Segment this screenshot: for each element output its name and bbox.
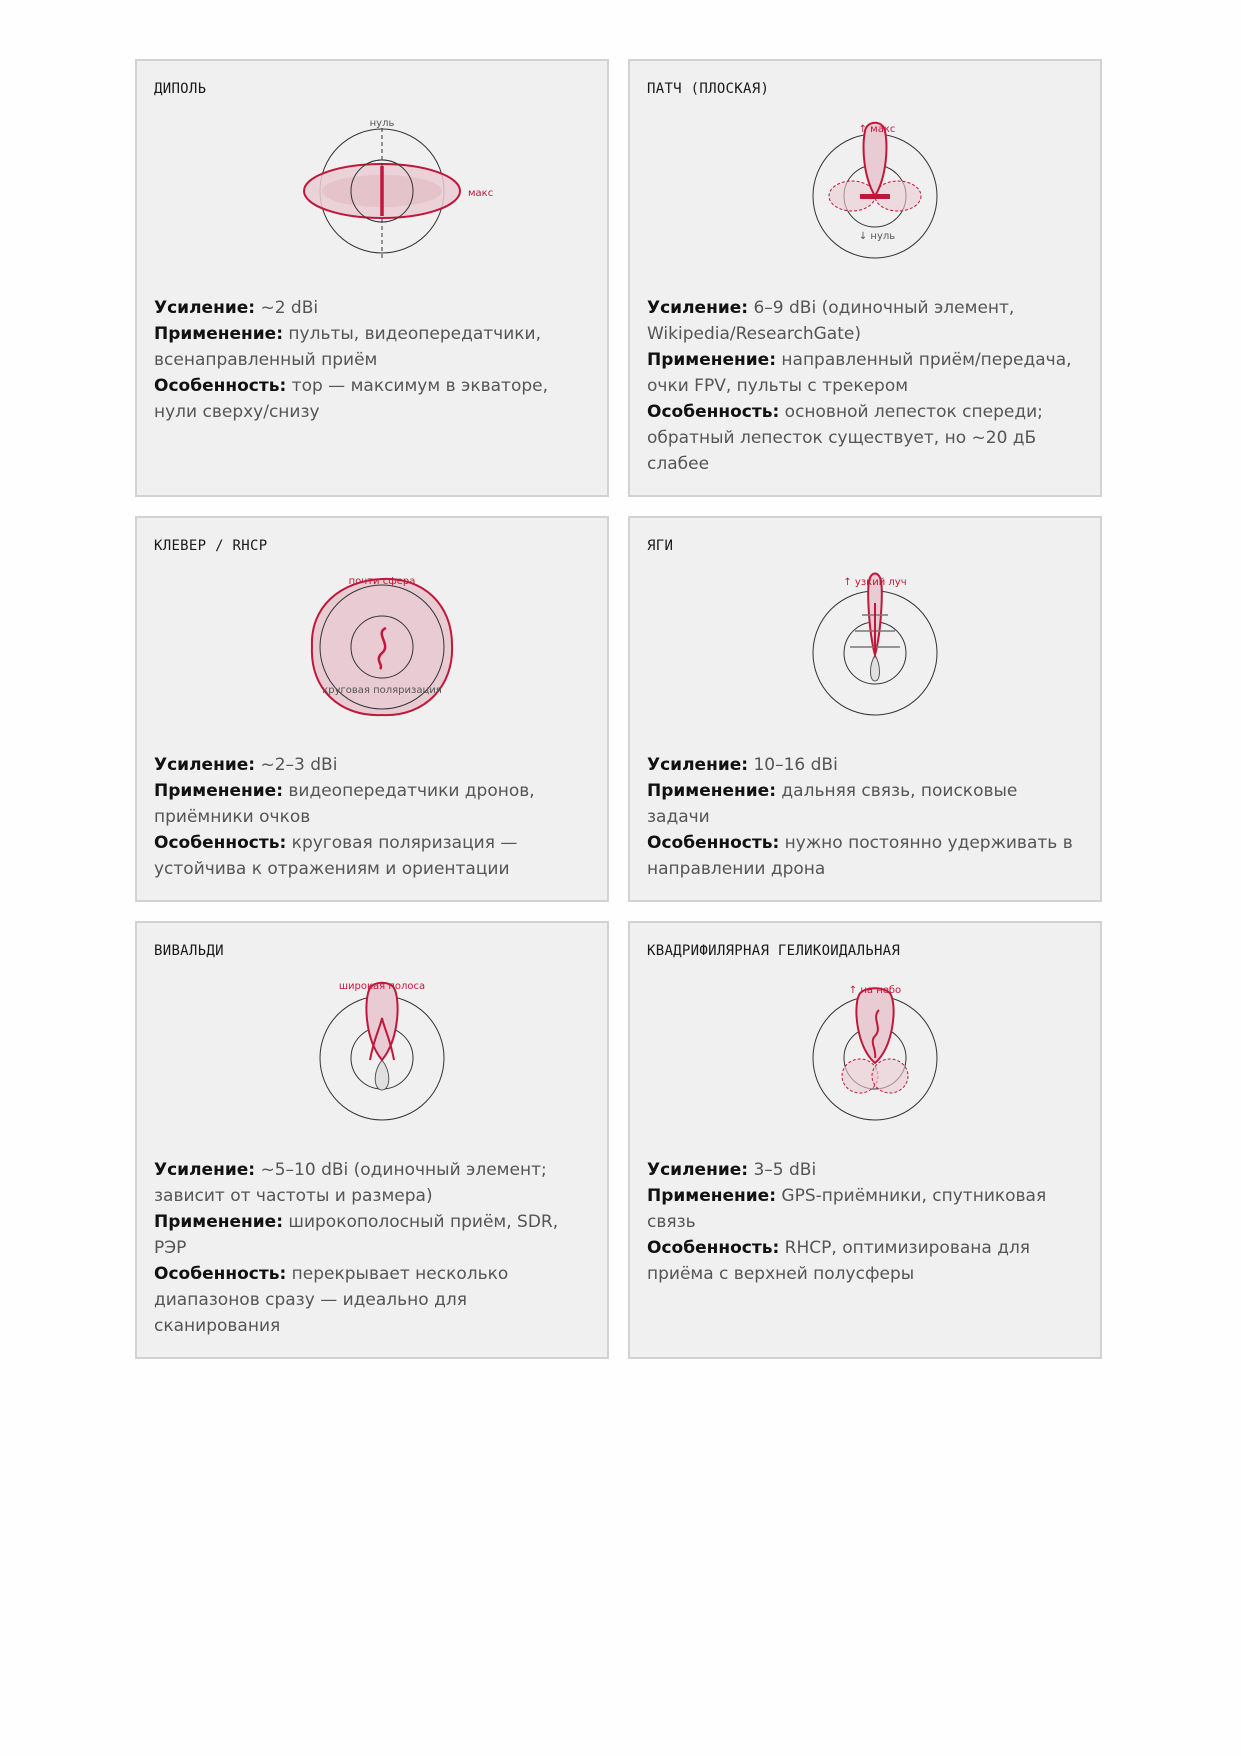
spec-feature: Особенность: круговая поляризация — устойчива к отражениям и ориентации	[154, 833, 518, 879]
radiation-pattern-yagi	[795, 573, 955, 723]
spec-gain: Усиление: 6–9 dBi (одиночный элемент, Wikipedia/ResearchGate)	[647, 298, 1015, 344]
card-title: КЛЕВЕР / RHCP	[154, 538, 268, 554]
card-title: ВИВАЛЬДИ	[154, 943, 224, 959]
card-description	[154, 295, 589, 425]
spec-usage: Применение: дальняя связь, поисковые задачи	[647, 781, 1018, 827]
label-max: макс	[468, 188, 494, 199]
card-description	[647, 1157, 1082, 1287]
back-lobe	[871, 655, 880, 681]
card-title: КВАДРИФИЛЯРНАЯ ГЕЛИКОИДАЛЬНАЯ	[647, 943, 901, 959]
spec-gain: Усиление: 10–16 dBi	[647, 755, 838, 775]
radiation-pattern-clover	[302, 573, 462, 723]
back-lobe	[375, 1060, 389, 1090]
spec-feature: Особенность: основной лепесток спереди; обратный лепесток существует, но ~20 дБ слабее	[647, 402, 1043, 474]
spec-feature: Особенность: тор — максимум в экваторе, нули сверху/снизу	[154, 376, 549, 422]
spec-usage: Применение: GPS-приёмники, спутниковая связь	[647, 1186, 1047, 1232]
card-description	[647, 295, 1082, 477]
antenna-card-dipole	[135, 59, 609, 497]
antenna-card-yagi	[628, 516, 1102, 902]
spec-feature: Особенность: перекрывает несколько диапазонов сразу — идеально для сканирования	[154, 1264, 509, 1336]
spec-gain: Усиление: ~5–10 dBi (одиночный элемент; зависит от частоты и размера)	[154, 1160, 547, 1206]
label-max: ↑ макс	[858, 124, 896, 135]
spec-usage: Применение: пульты, видеопередатчики, всенаправленный приём	[154, 324, 541, 370]
antenna-card-patch	[628, 59, 1102, 497]
label-null: ↓ нуль	[858, 231, 896, 242]
card-description	[154, 1157, 589, 1339]
spec-gain: Усиление: ~2–3 dBi	[154, 755, 338, 775]
radiation-pattern-quadrifilar	[795, 978, 955, 1128]
label-null: нуль	[369, 118, 395, 129]
spec-gain: Усиление: ~2 dBi	[154, 298, 319, 318]
spec-gain: Усиление: 3–5 dBi	[647, 1160, 817, 1180]
back-lobe-right	[872, 1059, 908, 1093]
card-title: ЯГИ	[647, 538, 674, 554]
label-narrow-beam: ↑ узкий луч	[843, 577, 907, 588]
radiation-pattern-dipole	[302, 116, 494, 266]
spec-usage: Применение: широкополосный приём, SDR, РЭР	[154, 1212, 559, 1258]
antenna-card-clover	[135, 516, 609, 902]
spec-feature: Особенность: нужно постоянно удерживать в направлении дрона	[647, 833, 1073, 879]
label-to-sky: ↑ на небо	[848, 985, 902, 996]
spec-usage: Применение: видеопередатчики дронов, приёмники очков	[154, 781, 535, 827]
card-title: ПАТЧ (ПЛОСКАЯ)	[647, 81, 770, 97]
spec-feature: Особенность: RHCP, оптимизирована для приёма с верхней полусферы	[647, 1238, 1031, 1284]
antenna-card-quadrifilar-helix	[628, 921, 1102, 1359]
card-title: ДИПОЛЬ	[154, 81, 207, 97]
label-polarization: круговая поляризация	[322, 685, 442, 696]
label-sphere: почти сфера	[348, 576, 416, 587]
radiation-pattern-vivaldi	[302, 978, 462, 1128]
label-wide-band: широкая полоса	[338, 981, 426, 992]
patch-element	[860, 194, 890, 199]
card-description	[154, 752, 589, 882]
spec-usage: Применение: направленный приём/передача, очки FPV, пульты с трекером	[647, 350, 1072, 396]
antenna-card-vivaldi	[135, 921, 609, 1359]
radiation-pattern-patch	[795, 116, 955, 266]
card-description	[647, 752, 1082, 882]
